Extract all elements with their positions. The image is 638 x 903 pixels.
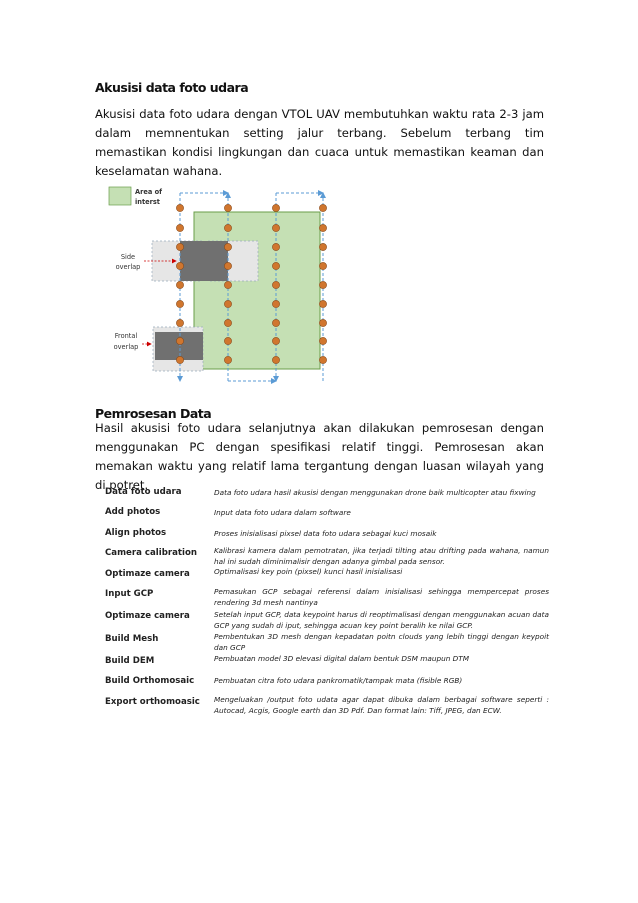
step-description: Optimalisasi key poin (pixsel) kunci hasil inisialisasi	[214, 567, 403, 576]
exposure-point	[224, 300, 231, 307]
exposure-point	[272, 319, 279, 326]
exposure-point	[224, 356, 231, 363]
frontal-overlap-label-line2: overlap	[113, 343, 139, 351]
exposure-point	[224, 281, 231, 288]
step-description: Pembentukan 3D mesh dengan kepadatan poitn clouds yang lebih tinggi dengan keypoit dan GCP	[214, 632, 549, 652]
exposure-point	[319, 319, 326, 326]
legend-swatch	[109, 187, 131, 205]
side-overlap-label-line2: overlap	[115, 263, 141, 271]
side-overlap-area	[180, 241, 228, 281]
step-description: Proses inisialisasi pixsel data foto udara sebagai kuci mosaik	[214, 529, 437, 538]
exposure-point	[272, 262, 279, 269]
step-name: Optimaze camera	[105, 611, 190, 621]
step-name: Align photos	[105, 528, 167, 538]
exposure-point	[224, 224, 231, 231]
exposure-point	[319, 356, 326, 363]
step-name: Camera calibration	[105, 548, 197, 558]
exposure-point	[176, 300, 183, 307]
step-description: Pembuatan citra foto udara pankromatik/tampak mata (fisible RGB)	[214, 676, 463, 685]
step-description: Pembuatan model 3D elevasi digital dalam bentuk DSM maupun DTM	[214, 654, 470, 663]
exposure-point	[319, 337, 326, 344]
step-name: Data foto udara	[105, 487, 182, 497]
exposure-point	[319, 300, 326, 307]
legend-label-line1: Area of	[135, 188, 162, 196]
exposure-point	[176, 243, 183, 250]
flight-path-svg	[104, 181, 344, 391]
exposure-point	[176, 204, 183, 211]
exposure-point	[224, 337, 231, 344]
exposure-point	[176, 319, 183, 326]
side-overlap-label-line1: Side	[120, 253, 136, 261]
flight-path-diagram	[104, 181, 344, 391]
exposure-point	[319, 262, 326, 269]
exposure-point	[319, 281, 326, 288]
exposure-point	[176, 337, 183, 344]
exposure-point	[224, 243, 231, 250]
exposure-point	[224, 262, 231, 269]
exposure-point	[272, 356, 279, 363]
area-of-interest-region	[194, 212, 320, 369]
step-name: Add photos	[105, 507, 161, 517]
exposure-point	[272, 243, 279, 250]
exposure-point	[224, 319, 231, 326]
frontal-overlap-label-line1: Frontal	[114, 332, 138, 340]
step-name: Build Orthomosaic	[105, 676, 195, 686]
exposure-point	[272, 204, 279, 211]
exposure-point	[272, 300, 279, 307]
exposure-point	[272, 337, 279, 344]
step-name: Build DEM	[105, 656, 155, 666]
step-name: Input GCP	[105, 589, 154, 599]
exposure-point	[272, 224, 279, 231]
paragraph-akusisi: Akusisi data foto udara dengan VTOL UAV membutuhkan waktu rata 2-3 jam dalam memnentukan setting jalur terbang. Sebelum terbang tim memastikan kondisi lingkungan dan cuaca untuk memastikan keaman dan keselamatan wahana.	[95, 107, 544, 178]
paragraph-pemrosesan: Hasil akusisi foto udara selanjutnya akan dilakukan pemrosesan dengan menggunakan PC dengan spesifikasi relatif tinggi. Pemrosesan akan memakan waktu yang relatif lama tergantung dengan luasan wilayah yang di potret.	[95, 421, 544, 492]
step-name: Build Mesh	[105, 634, 159, 644]
step-description: Mengeluakan /output foto udata agar dapat dibuka dalam berbagai software seperti : Autocad, Acgis, Google earth dan 3D Pdf. Dan format lain: Tiff, JPEG, dan ECW.	[214, 695, 549, 715]
exposure-point	[319, 243, 326, 250]
section-heading-pemrosesan: Pemrosesan Data	[95, 406, 212, 421]
step-description: Pemasukan GCP sebagai referensi dalam inisialisasi sehingga mempercepat proses rendering 3d mesh nantinya	[214, 587, 549, 607]
exposure-point	[272, 281, 279, 288]
step-name: Export orthomoasic	[105, 697, 200, 707]
exposure-point	[176, 281, 183, 288]
exposure-point	[319, 224, 326, 231]
step-description: Input data foto udara dalam software	[214, 508, 351, 517]
step-name: Optimaze camera	[105, 569, 190, 579]
step-description: Kalibrasi kamera dalam pemotratan, jika terjadi tilting atau drifting pada wahana, namun hal ini sudah diminimalisir dengan adanya gimbal pada sensor.	[214, 546, 549, 566]
step-description: Data foto udara hasil akusisi dengan menggunakan drone baik multicopter atau fixwing	[214, 488, 536, 497]
exposure-point	[176, 262, 183, 269]
section-heading-akusisi: Akusisi data foto udara	[95, 80, 249, 95]
exposure-point	[176, 224, 183, 231]
legend-label-line2: interst	[135, 198, 160, 206]
exposure-point	[176, 356, 183, 363]
step-description: Setelah input GCP, data keypoint harus di reoptimalisasi dengan menggunakan acuan data GCP yang sudah di iput, sehingga acuan key point beralih ke nilai GCP.	[214, 610, 549, 630]
exposure-point	[224, 204, 231, 211]
exposure-point	[319, 204, 326, 211]
frontal-overlap-area	[155, 332, 203, 360]
